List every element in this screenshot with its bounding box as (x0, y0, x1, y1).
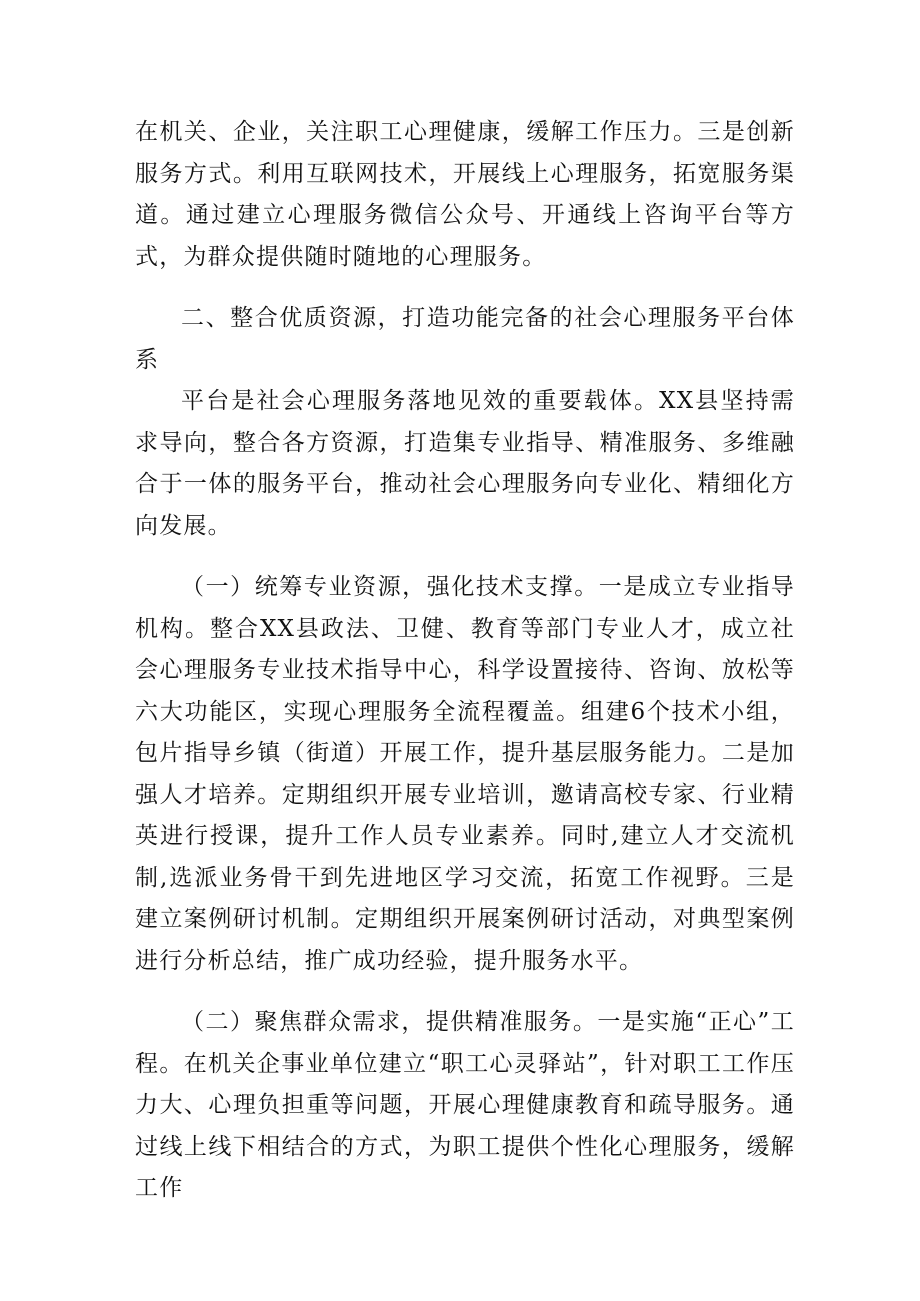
paragraph-subsection-one: （一）统筹专业资源，强化技术支撑。一是成立专业指导机构。整合XX县政法、卫健、教育等部门专业人才，成立社会心理服务专业技术指导中心，科学设置接待、咨询、放松等六大功能区，实现心理服务全流程覆盖。组建6个技术小组，包片指导乡镇（街道）开展工作，提升基层服务能力。二是加强人才培养。定期组织开展专业培训，邀请高校专家、行业精英进行授课，提升工作人员专业素养。同时,建立人才交流机制,选派业务骨干到先进地区学习交流，拓宽工作视野。三是建立案例研讨机制。定期组织开展案例研讨活动，对典型案例进行分析总结，推广成功经验，提升服务水平。 (135, 574, 795, 974)
paragraph-continuation: 在机关、企业，关注职工心理健康，缓解工作压力。三是创新服务方式。利用互联网技术，开展线上心理服务，拓宽服务渠道。通过建立心理服务微信公众号、开通线上咨询平台等方式，为群众提供随时随地的心理服务。 (135, 119, 795, 270)
document-body (135, 112, 795, 1210)
paragraph-platform-intro: 平台是社会心理服务落地见效的重要载体。XX县坚持需求导向，整合各方资源，打造集专业指导、精准服务、多维融合于一体的服务平台，推动社会心理服务向专业化、精细化方向发展。 (135, 388, 795, 539)
section-heading: 二、整合优质资源，打造功能完备的社会心理服务平台体系 (135, 305, 795, 373)
paragraph-subsection-two: （二）聚焦群众需求，提供精准服务。一是实施“正心”工程。在机关企事业单位建立“职工心灵驿站”，针对职工工作压力大、心理负担重等问题，开展心理健康教育和疏导服务。通过线上线下相结合的方式，为职工提供个性化心理服务，缓解工作 (135, 1009, 795, 1201)
